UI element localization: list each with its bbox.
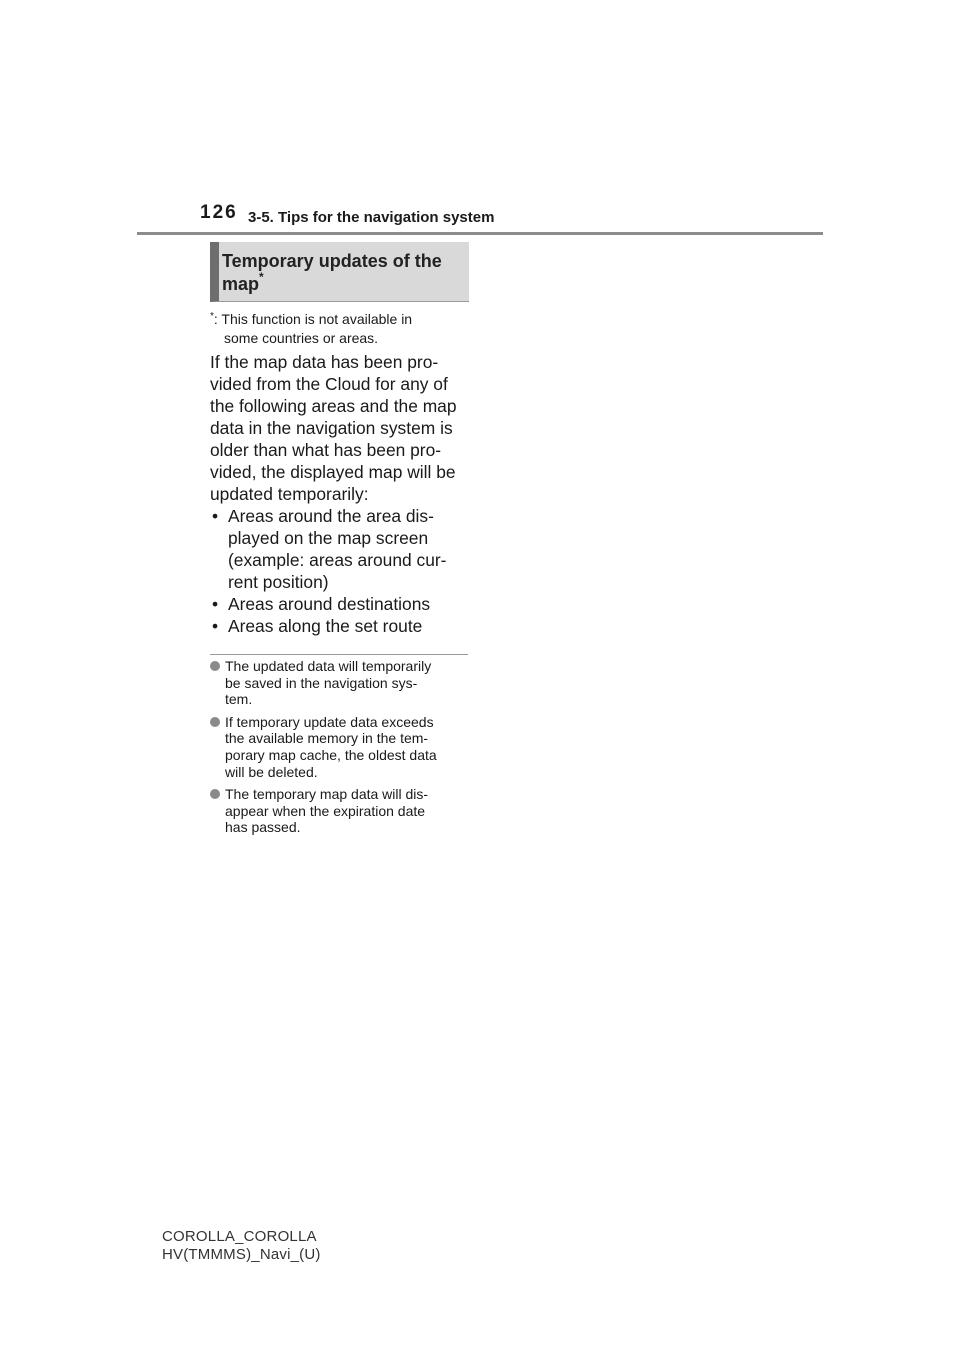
note-line: If temporary update data exceeds	[225, 713, 434, 730]
notes-divider	[210, 654, 468, 655]
page-number: 126	[200, 202, 238, 223]
bullet-line: (example: areas around cur-	[228, 550, 447, 570]
footer-line-2: HV(TMMMS)_Navi_(U)	[162, 1246, 321, 1263]
bullet-line: played on the map screen	[228, 528, 429, 548]
note-line: The temporary map data will dis-	[225, 786, 429, 803]
note-line: porary map cache, the oldest data	[225, 746, 437, 763]
note-line: be saved in the navigation sys-	[225, 674, 418, 691]
area-bullet-list	[210, 505, 472, 637]
note-item	[210, 786, 472, 836]
note-line: tem.	[225, 691, 253, 708]
section-title: 3-5. Tips for the navigation system	[248, 209, 495, 226]
heading-line-1: Temporary updates of the	[222, 251, 442, 271]
footer-line-1: COROLLA_COROLLA	[162, 1228, 317, 1245]
bullet-item	[210, 505, 472, 593]
note-line: will be deleted.	[225, 763, 318, 780]
note-line: The updated data will temporarily	[225, 658, 432, 674]
footnote-line-1: : This function is not available in	[213, 311, 413, 327]
paragraph-line: updated temporarily:	[210, 484, 369, 504]
paragraph-line: data in the navigation system is	[210, 418, 453, 438]
bullet-line: Areas around the area dis-	[228, 506, 434, 526]
bullet-marker: •	[212, 616, 219, 636]
heading-asterisk: *	[259, 270, 264, 284]
paragraph-line: the following areas and the map	[210, 396, 457, 416]
header-divider	[137, 232, 823, 235]
note-item	[210, 658, 472, 708]
note-bullet-icon	[210, 789, 220, 799]
paragraph-line: vided, the displayed map will be	[210, 462, 456, 482]
paragraph-line: If the map data has been pro-	[210, 352, 439, 372]
note-bullet-icon	[210, 661, 220, 671]
note-line: has passed.	[225, 819, 301, 836]
bullet-marker: •	[212, 594, 219, 614]
bullet-item	[210, 615, 472, 637]
notes-list	[210, 658, 472, 842]
heading-line-2: map	[222, 274, 260, 294]
note-line: the available memory in the tem-	[225, 730, 429, 747]
footnote-line-2: some countries or areas.	[224, 330, 379, 346]
availability-footnote	[210, 310, 470, 348]
note-bullet-icon	[210, 717, 220, 727]
bullet-line: rent position)	[228, 572, 329, 592]
intro-paragraph	[210, 351, 472, 505]
note-item	[210, 714, 472, 780]
section-heading	[210, 242, 469, 302]
paragraph-line: older than what has been pro-	[210, 440, 442, 460]
bullet-line: Areas around destinations	[228, 594, 431, 614]
bullet-item	[210, 593, 472, 615]
footnote-asterisk: *	[210, 311, 214, 322]
bullet-line: Areas along the set route	[228, 616, 423, 636]
document-footer	[162, 1228, 321, 1264]
note-line: appear when the expiration date	[225, 802, 426, 819]
paragraph-line: vided from the Cloud for any of	[210, 374, 448, 394]
bullet-marker: •	[212, 506, 219, 526]
